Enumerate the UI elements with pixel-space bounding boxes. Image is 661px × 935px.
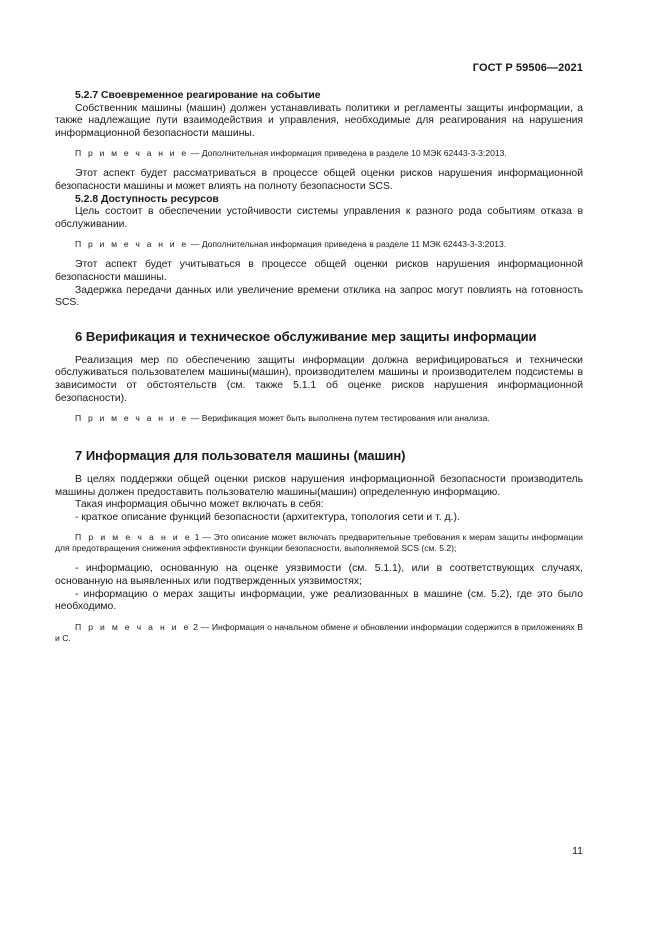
- paragraph: Такая информация обычно может включать в себя:: [75, 499, 324, 511]
- note-label: П р и м е ч а н и е: [75, 532, 192, 543]
- note-label: П р и м е ч а н и е: [75, 239, 189, 250]
- subsection-title-5-2-8: 5.2.8 Доступность ресурсов: [75, 193, 219, 205]
- paragraph: Этот аспект будет рассматриваться в процессе общей оценки рисков нарушения информационной безопасности машины и может влиять на полноту безопасности SCS.: [55, 168, 583, 192]
- list-item: - краткое описание функций безопасности (архитектура, топология сети и т. д.).: [75, 511, 460, 523]
- document-body: [55, 90, 583, 653]
- page-number: 11: [572, 845, 583, 857]
- subsection-title-5-2-7: 5.2.7 Своевременное реагирование на событие: [75, 90, 321, 101]
- section-title-6: 6 Верификация и техническое обслуживание мер защиты информации: [75, 328, 537, 344]
- section-title-7: 7 Информация для пользователя машины (машин): [75, 448, 406, 464]
- note-text: 1 — Это описание может включать предварительные требования к мерам защиты информации для предотвращения снижения эффективности функции безопасности, выполняемой SCS (см. 5.2);: [55, 532, 583, 554]
- note: [55, 532, 583, 554]
- note: [55, 413, 583, 424]
- paragraph: Задержка передачи данных или увеличение времени отклика на запрос могут повлиять на готовность SCS.: [55, 284, 583, 309]
- list-item: - информацию, основанную на оценке уязвимости (см. 5.1.1), или в соответствующих случаях, основанную на выявленных или подтвержденных уязвимостях;: [55, 563, 583, 588]
- note-label: П р и м е ч а н и е: [75, 621, 191, 632]
- note-text: — Дополнительная информация приведена в разделе 10 МЭК 62443-3-3:2013.: [188, 148, 507, 159]
- note-text: — Верификация может быть выполнена путем тестирования или анализа.: [188, 413, 490, 424]
- note: [55, 239, 583, 250]
- document-code: ГОСТ Р 59506—2021: [472, 62, 583, 74]
- paragraph: Этот аспект будет учитываться в процессе общей оценки рисков нарушения информационной безопасности машины.: [55, 259, 583, 283]
- paragraph: В целях поддержки общей оценки рисков нарушения информационной безопасности производитель машины должен предоставить пользователю машины(машин) определенную информацию.: [55, 474, 583, 498]
- note-text: — Дополнительная информация приведена в разделе 11 МЭК 62443-3-3:2013.: [188, 239, 507, 250]
- note-text: 2 — Информация о начальном обмене и обновлении информации содержится в приложениях B и C.: [55, 621, 583, 643]
- list-item: - информацию о мерах защиты информации, уже реализованных в машине (см. 5.2), где это было необходимо.: [55, 588, 583, 613]
- paragraph: Цель состоит в обеспечении устойчивости системы управления к разного рода событиям отказа в обслуживании.: [55, 206, 583, 230]
- note: [55, 148, 583, 159]
- note-label: П р и м е ч а н и е: [75, 148, 189, 159]
- paragraph: Собственник машины (машин) должен устанавливать политики и регламенты защиты информации, а также надлежащие пути взаимодействия и управления, необходимые для реагирования на нарушения информационной безопасности машины.: [55, 102, 583, 139]
- note: [55, 622, 583, 644]
- note-label: П р и м е ч а н и е: [75, 413, 189, 424]
- paragraph: Реализация мер по обеспечению защиты информации должна верифицироваться и технически обслуживаться пользователем машины(машин), производителем машины и производителем подсистемы в зависимости от обстоятельств (см. также 5.1.1 об оценке рисков нарушения информационной безопасности).: [55, 354, 583, 404]
